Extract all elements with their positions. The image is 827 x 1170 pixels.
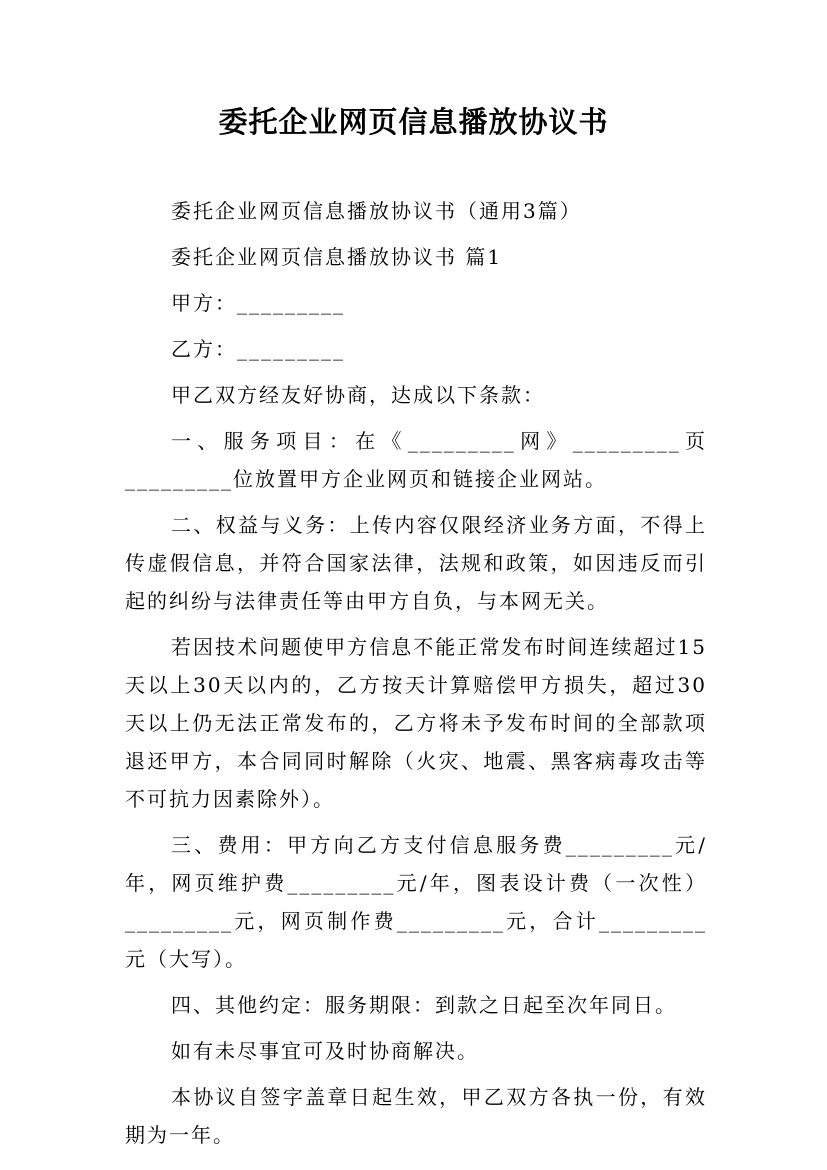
section-heading: 委托企业网页信息播放协议书 篇1 (171, 245, 503, 269)
document-body (125, 192, 707, 1162)
subtitle-paragraph: 委托企业网页信息播放协议书（通用3篇） (171, 199, 582, 223)
document-title: 委托企业网页信息播放协议书 (218, 105, 609, 139)
clause-effective: 本协议自签字盖章日起生效，甲乙双方各执一份，有效期为一年。 (125, 1085, 707, 1147)
clause-negotiation: 如有未尽事宜可及时协商解决。 (171, 1039, 479, 1063)
intro-paragraph: 甲乙双方经友好协商，达成以下条款： (171, 383, 545, 407)
clause-other: 四、其他约定：服务期限：到款之日起至次年同日。 (171, 993, 677, 1017)
clause-technical: 若因技术问题使甲方信息不能正常发布时间连续超过15天以上30天以内的，乙方按天计算赔偿甲方损失，超过30天以上仍无法正常发布的，乙方将未予发布时间的全部款项退还甲方，本合同同时解除（火灾、地震、黑客病毒攻击等不可抗力因素除外）。 (125, 635, 707, 811)
clause-fees: 三、费用：甲方向乙方支付信息服务费_________元/年，网页维护费_________元/年，图表设计费（一次性）_________元，网页制作费_________元，合计_________元（大写）。 (125, 833, 707, 971)
clause-service: 一、服务项目：在《_________网》_________页_________位放置甲方企业网页和链接企业网站。 (125, 429, 707, 491)
party-a-line: 甲方：_________ (171, 291, 345, 315)
clause-rights: 二、权益与义务：上传内容仅限经济业务方面，不得上传虚假信息，并符合国家法律，法规和政策，如因违反而引起的纠纷与法律责任等由甲方自负，与本网无关。 (125, 513, 707, 613)
party-b-line: 乙方：_________ (171, 337, 345, 361)
